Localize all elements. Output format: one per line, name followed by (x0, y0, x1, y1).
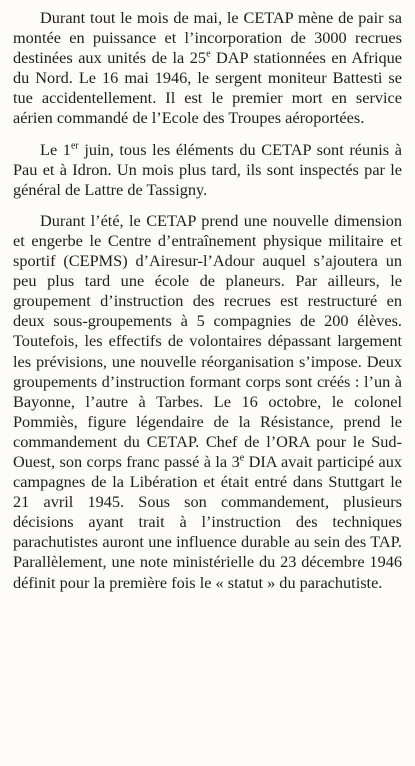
paragraph-june-inspection (13, 140, 402, 200)
paragraph-text: Durant l’été, le CETAP prend une nouvelle dimension et engerbe le Centre d’entraînement physique militaire et sportif (CEPMS) d’Airesur-l’Adour auquel s’ajoutera un peu plus tard une école de planeurs. Par ailleurs, le groupement d’instruction des recrues est restructuré en deux sous-groupements à 5 compagnies de 200 élèves. Toutefois, les effectifs de volontaires dépassant largement les prévisions, une nouvelle réorganisation s’impose. Deux groupements d’instruction formant corps sont créés : l’un à Bayonne, l’autre à Tarbes. Le 16 octobre, le colonel Pommiès, figure légendaire de la Résistance, prend le commandement du CETAP. Chef de l’ORA pour le Sud-Ouest, son corps franc passé à la 3 (13, 210, 402, 471)
paragraph-text: DIA avait participé aux campagnes de la Libération et était entré dans Stuttgart le 21 avril 1945. Sous son commandement, plusieurs décisions ayant trait à l’instruction des techniques parachutistes auront une influence durable au sein des TAP. Parallèlement, une note ministérielle du 23 décembre 1946 définit pour la première fois le « statut » du parachutiste. (13, 451, 403, 592)
paragraph-text: Durant tout le mois de mai, le CETAP mène de pair sa montée en puissance et l’incorporation de 3000 recrues destinées aux unités de la 25 (13, 8, 402, 68)
ordinal-superscript: e (239, 452, 245, 464)
ordinal-superscript: e (206, 48, 211, 60)
ordinal-superscript: er (70, 140, 79, 152)
paragraph-may-cetap (13, 8, 402, 129)
paragraph-text: juin, tous les éléments du CETAP sont réunis à Pau et à Idron. Un mois plus tard, ils sont inspectés par le général de Lattre de Tassigny. (13, 139, 402, 199)
paragraph-summer-reorganisation (13, 211, 402, 593)
paragraph-text: DAP stationnées en Afrique du Nord. Le 16 mai 1946, le sergent moniteur Battesti se tue accidentellement. Il est le premier mort en service aérien commandé de l’Ecole des Troupes aéroportées. (13, 48, 402, 128)
paragraph-text: Le 1 (40, 139, 71, 159)
